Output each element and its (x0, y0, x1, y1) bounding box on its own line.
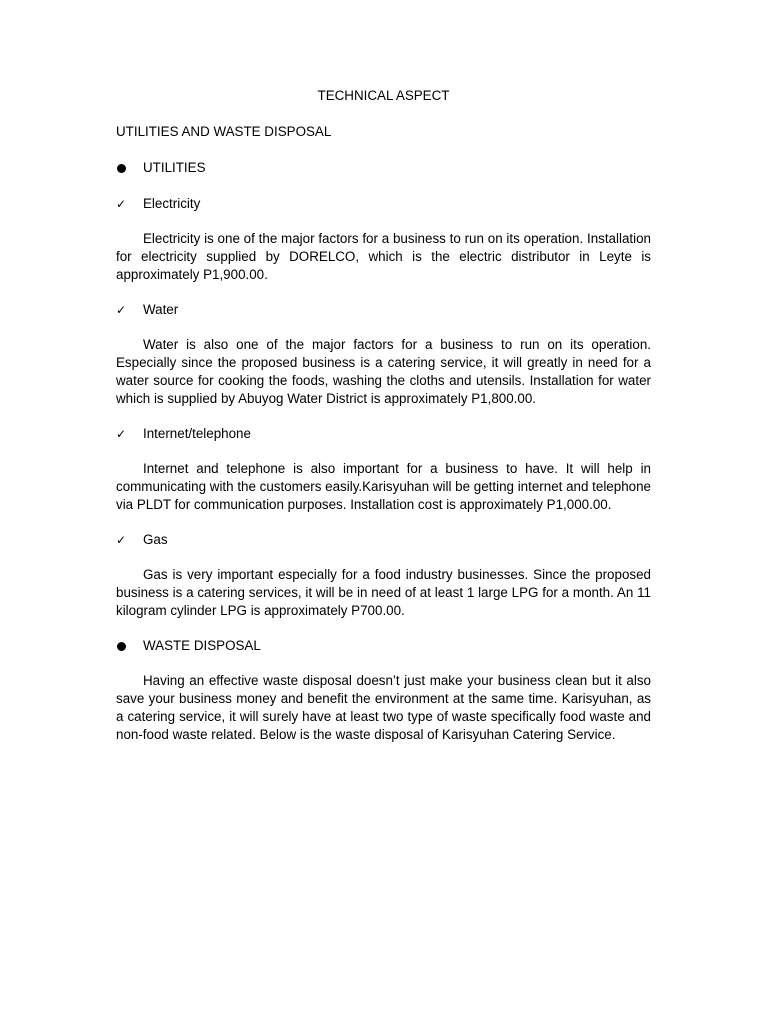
gas-heading (116, 530, 651, 550)
bullet-dot-icon (117, 164, 126, 173)
checkmark-icon: ✓ (116, 533, 127, 547)
gas-paragraph: Gas is very important especially for a food industry businesses. Since the proposed business is a catering services, it will be in need of at least 1 large LPG for a month. An 11 kilogram cylinder LPG is approximately P700.00. (116, 567, 651, 618)
internet-telephone-paragraph: Internet and telephone is also important for a business to have. It will help in communicating with the customers easily.Karisyuhan will be getting internet and telephone via PLDT for communication purposes. Installation cost is approximately P1,000.00. (116, 461, 651, 512)
internet-telephone-heading (116, 424, 651, 444)
electricity-paragraph: Electricity is one of the major factors for a business to run on its operation. Installation for electricity supplied by DORELCO, which is the electric distributor in Leyte is approximately P1,900.00. (116, 231, 651, 282)
section-heading: UTILITIES AND WASTE DISPOSAL (116, 124, 332, 139)
waste-disposal-heading (116, 636, 651, 656)
checkmark-icon: ✓ (116, 197, 127, 211)
utilities-heading (116, 158, 651, 178)
bullet-dot-icon (117, 642, 126, 651)
waste-disposal-paragraph: Having an effective waste disposal doesn’t just make your business clean but it also save your business money and benefit the environment at the same time. Karisyuhan, as a catering service, it will surely have at least two type of waste specifically food waste and non-food waste related. Below is the waste disposal of Karisyuhan Catering Service. (116, 673, 651, 742)
waste-disposal-heading-label: WASTE DISPOSAL (143, 638, 261, 653)
water-paragraph: Water is also one of the major factors for a business to run on its operation. Especially since the proposed business is a catering service, it will greatly in need for a water source for cooking the foods, washing the cloths and utensils. Installation for water which is supplied by Abuyog Water District is approximately P1,800.00. (116, 337, 651, 406)
document-page (116, 86, 651, 744)
gas-label: Gas (143, 532, 168, 547)
electricity-label: Electricity (143, 196, 201, 211)
utilities-heading-label: UTILITIES (143, 160, 206, 175)
document-title: TECHNICAL ASPECT (317, 88, 450, 103)
water-heading (116, 300, 651, 320)
checkmark-icon: ✓ (116, 427, 127, 441)
water-label: Water (143, 302, 179, 317)
checkmark-icon: ✓ (116, 303, 127, 317)
electricity-heading (116, 194, 651, 214)
internet-telephone-label: Internet/telephone (143, 426, 251, 441)
